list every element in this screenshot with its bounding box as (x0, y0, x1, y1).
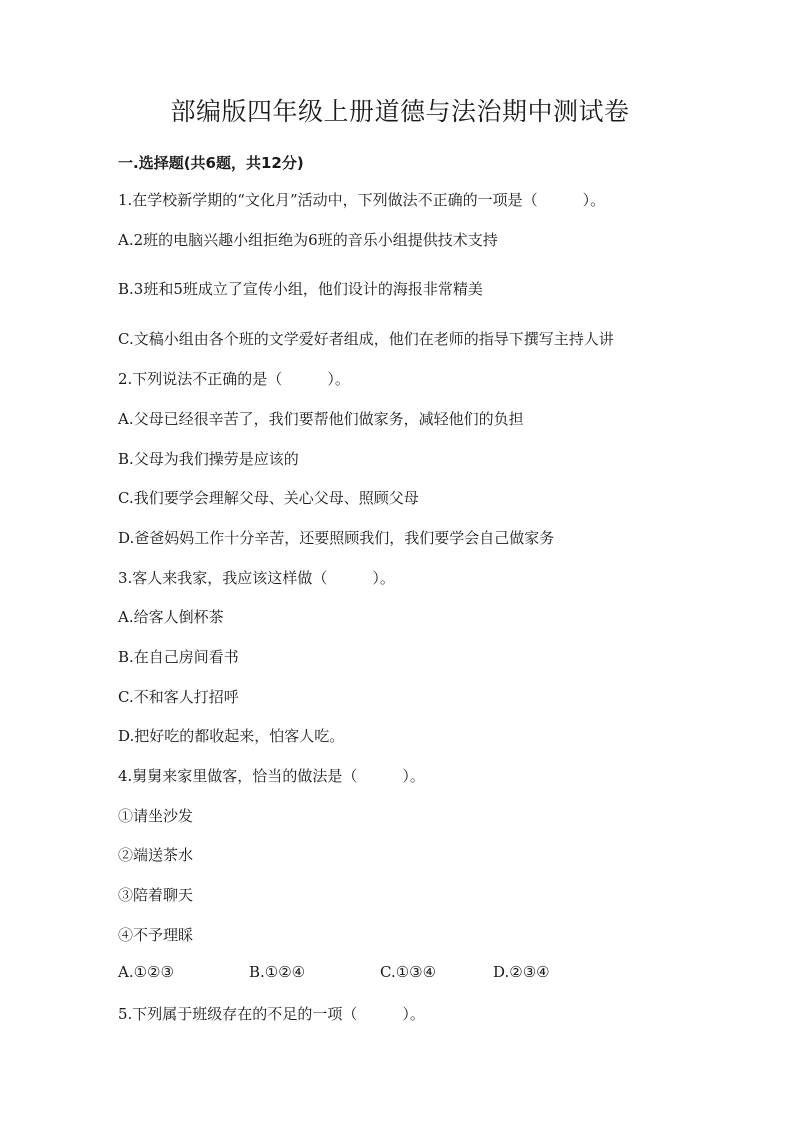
question-3-option-b: B.在自己房间看书 (118, 648, 239, 666)
question-5-stem: 5.下列属于班级存在的不足的一项（ ）。 (118, 1005, 425, 1023)
question-1-stem: 1.在学校新学期的“文化月”活动中，下列做法不正确的一项是（ ）。 (118, 191, 606, 209)
page-title: 部编版四年级上册道德与法治期中测试卷 (170, 97, 630, 126)
section-heading: 一.选择题(共6题，共12分) (118, 154, 304, 172)
question-2-stem: 2.下列说法不正确的是（ ）。 (118, 370, 350, 388)
question-1-option-c: C.文稿小组由各个班的文学爱好者组成，他们在老师的指导下撰写主持人讲 (118, 330, 614, 348)
question-3-option-d: D.把好吃的都收起来，怕客人吃。 (118, 727, 345, 745)
question-3-option-a: A.给客人倒杯茶 (118, 608, 224, 626)
question-4-option-a: A.①②③ (118, 963, 174, 981)
question-2-option-a: A.父母已经很辛苦了，我们要帮他们做家务，减轻他们的负担 (118, 410, 524, 428)
question-2-option-b: B.父母为我们操劳是应该的 (118, 450, 299, 468)
question-1-option-b: B.3班和5班成立了宣传小组，他们设计的海报非常精美 (118, 280, 483, 298)
question-1-option-a: A.2班的电脑兴趣小组拒绝为6班的音乐小组提供技术支持 (118, 231, 498, 249)
question-4-option-b: B.①②④ (249, 963, 306, 981)
question-4-stem: 4.舅舅来家里做客，恰当的做法是（ ）。 (118, 767, 425, 785)
question-4-statement-1: ①请坐沙发 (118, 807, 194, 825)
question-4-option-c: C.①③④ (380, 963, 437, 981)
question-3-stem: 3.客人来我家，我应该这样做（ ）。 (118, 569, 395, 587)
question-4-statement-4: ④不予理睬 (118, 926, 194, 944)
question-4-statement-3: ③陪着聊天 (118, 886, 194, 904)
question-4-statement-2: ②端送茶水 (118, 846, 194, 864)
question-2-option-d: D.爸爸妈妈工作十分辛苦，还要照顾我们，我们要学会自己做家务 (118, 529, 555, 547)
question-3-option-c: C.不和客人打招呼 (118, 688, 239, 706)
question-2-option-c: C.我们要学会理解父母、关心父母、照顾父母 (118, 489, 419, 507)
question-4-option-d: D.②③④ (493, 963, 550, 981)
